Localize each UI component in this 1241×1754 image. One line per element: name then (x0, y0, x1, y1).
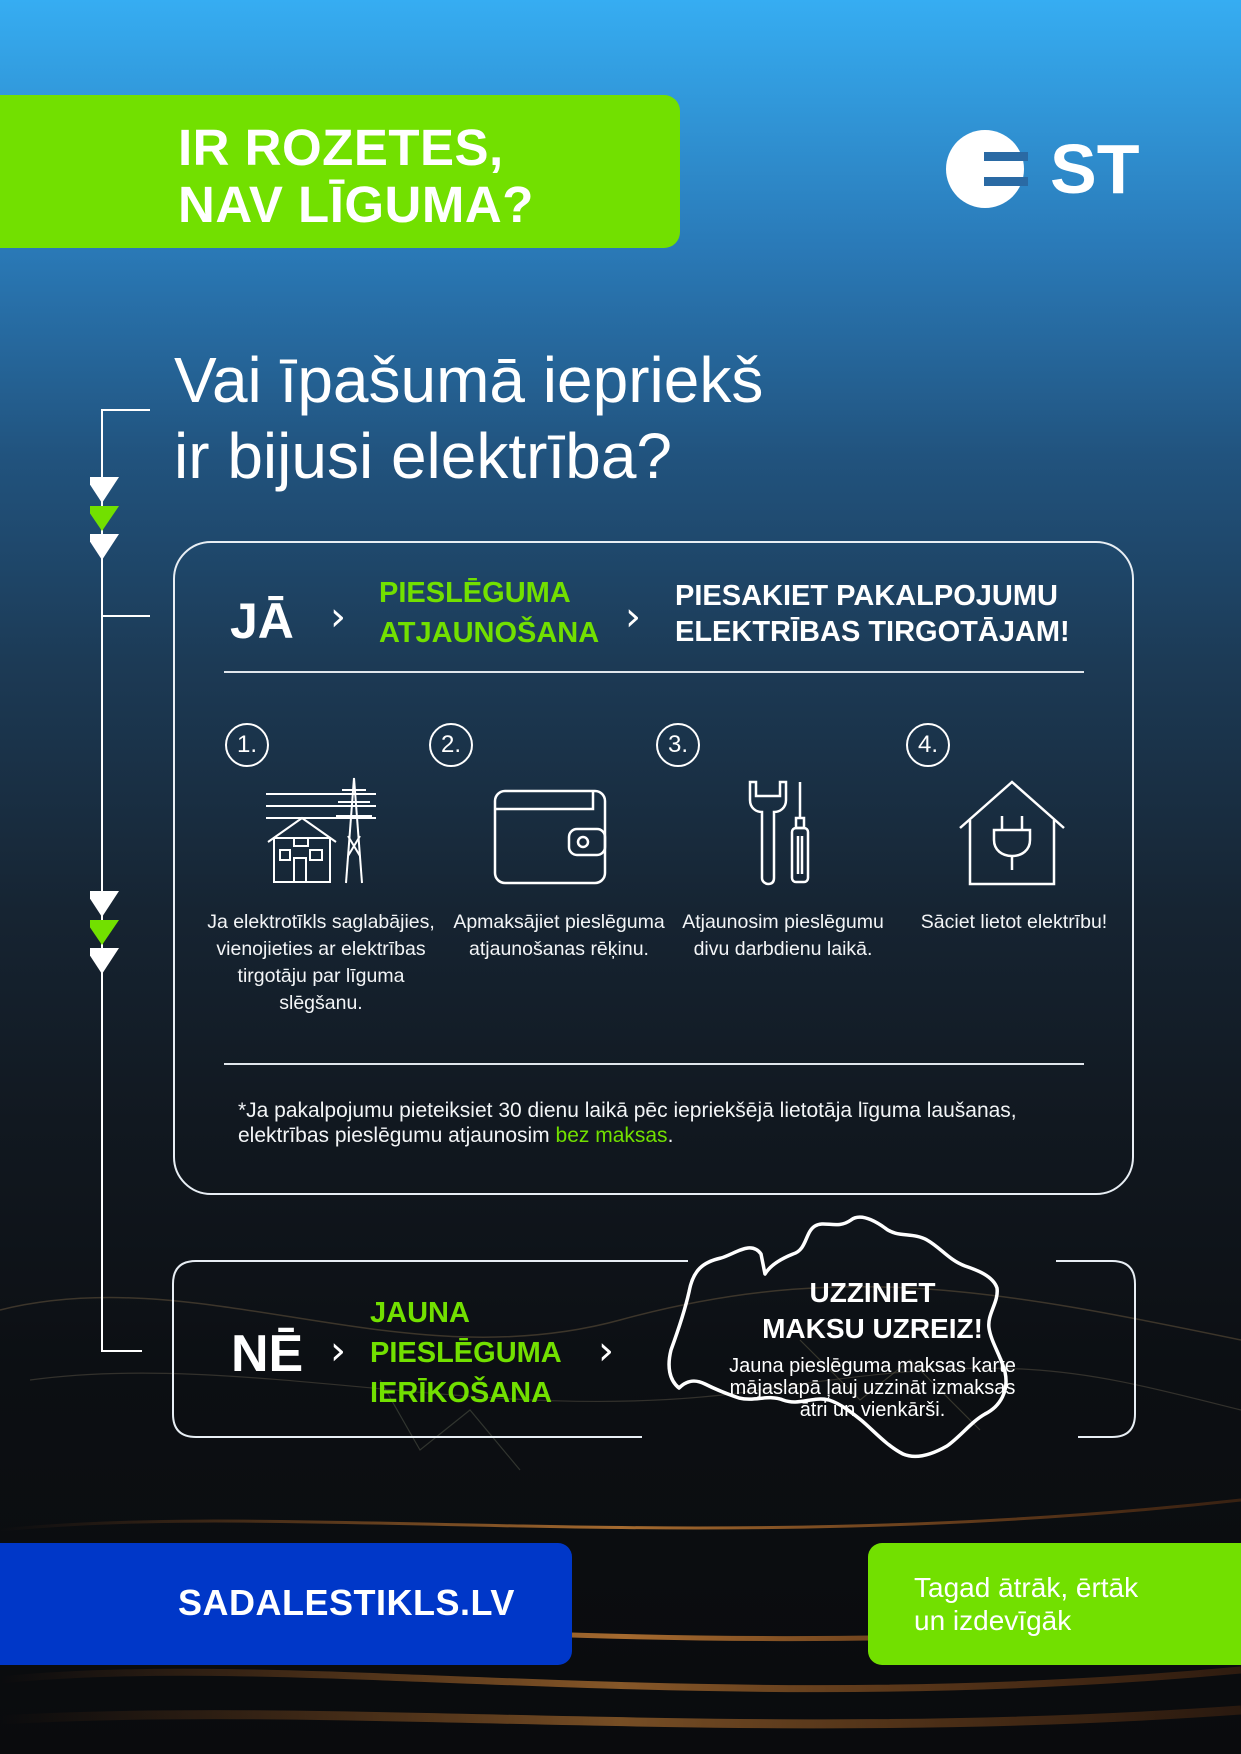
question-line-2: ir bijusi elektrība? (174, 420, 672, 492)
chevron-right-icon: › (598, 1328, 614, 1374)
slogan (914, 1571, 1138, 1637)
arrow-down-icon-group-1 (90, 477, 119, 560)
step-description: Atjaunosim pieslēgumu divu darbdienu laikā. (682, 911, 884, 960)
no-option-title (370, 1293, 562, 1413)
map-text-line-3: ātri un vienkārši. (799, 1399, 946, 1421)
chevron-right-icon: › (625, 594, 641, 640)
step-number: 2. (429, 723, 473, 767)
free-of-charge-highlight: bez maksas (555, 1124, 668, 1147)
wrench-screwdriver-icon (742, 778, 816, 886)
slogan-line-2: un izdevīgāk (914, 1605, 1072, 1636)
map-title-line-1: UZZINIET (809, 1277, 936, 1308)
yes-option-title (379, 573, 599, 653)
yes-instruction-line-1: PIESAKIET PAKALPOJUMU (675, 580, 1058, 612)
step-number: 3. (656, 723, 700, 767)
step-description: Ja elektrotīkls saglabājies, vienojieties ar elektrības tirgotāju par līguma slēgšanu. (207, 911, 435, 1014)
step-number: 4. (906, 723, 950, 767)
map-text-line-1: Jauna pieslēguma maksas karte (729, 1355, 1016, 1377)
flow-connector (90, 400, 160, 1360)
house-plug-icon (958, 778, 1066, 886)
footnote (238, 1098, 1118, 1148)
no-option-line-1: JAUNA (370, 1297, 470, 1329)
main-question (174, 342, 763, 494)
yes-option-line-1: PIESLĒGUMA (379, 577, 571, 609)
step-description: Apmaksājiet pieslēguma atjaunošanas rēķinu. (453, 911, 665, 960)
title-banner (0, 95, 680, 248)
map-callout-title (695, 1275, 1050, 1347)
question-line-1: Vai īpašumā iepriekš (174, 344, 764, 416)
no-option-line-3: IERĪKOŠANA (370, 1377, 553, 1409)
title-line-1: IR ROZETES, (178, 119, 504, 176)
st-logo-icon (946, 128, 1028, 210)
wallet-icon (493, 785, 609, 885)
logo-text: ST (1050, 130, 1140, 208)
divider (224, 1063, 1084, 1065)
no-option-line-2: PIESLĒGUMA (370, 1337, 562, 1369)
footnote-line-2: elektrības pieslēgumu atjaunosim bez maksas. (238, 1124, 674, 1147)
map-text-line-2: mājaslapā ļauj uzzināt izmaksas (729, 1377, 1016, 1399)
house-power-line-icon (264, 776, 378, 884)
step-description: Sāciet lietot elektrību! (920, 911, 1108, 933)
map-title-line-2: MAKSU UZREIZ! (762, 1313, 983, 1344)
website-banner[interactable] (0, 1543, 572, 1665)
yes-label: JĀ (230, 593, 294, 649)
website-link[interactable]: SADALESTIKLS.LV (178, 1582, 515, 1623)
chevron-right-icon: › (330, 594, 346, 640)
arrow-down-icon-group-2 (90, 891, 119, 974)
no-label: NĒ (231, 1325, 304, 1383)
divider (224, 671, 1084, 673)
yes-instruction-line-2: ELEKTRĪBAS TIRGOTĀJAM! (675, 616, 1070, 648)
slogan-line-1: Tagad ātrāk, ērtāk (914, 1572, 1139, 1603)
chevron-right-icon: › (330, 1328, 346, 1374)
slogan-banner (868, 1543, 1241, 1665)
title-line-2: NAV LĪGUMA? (178, 176, 534, 233)
footnote-line-1: *Ja pakalpojumu pieteiksiet 30 dienu laikā pēc iepriekšējā lietotāja līguma laušanas, (238, 1099, 1017, 1122)
yes-option-line-2: ATJAUNOŠANA (379, 617, 600, 649)
page-title (178, 119, 534, 233)
step-number: 1. (225, 723, 269, 767)
st-logo (946, 128, 1146, 210)
yes-instruction (675, 578, 1070, 650)
map-callout-text (700, 1355, 1045, 1421)
